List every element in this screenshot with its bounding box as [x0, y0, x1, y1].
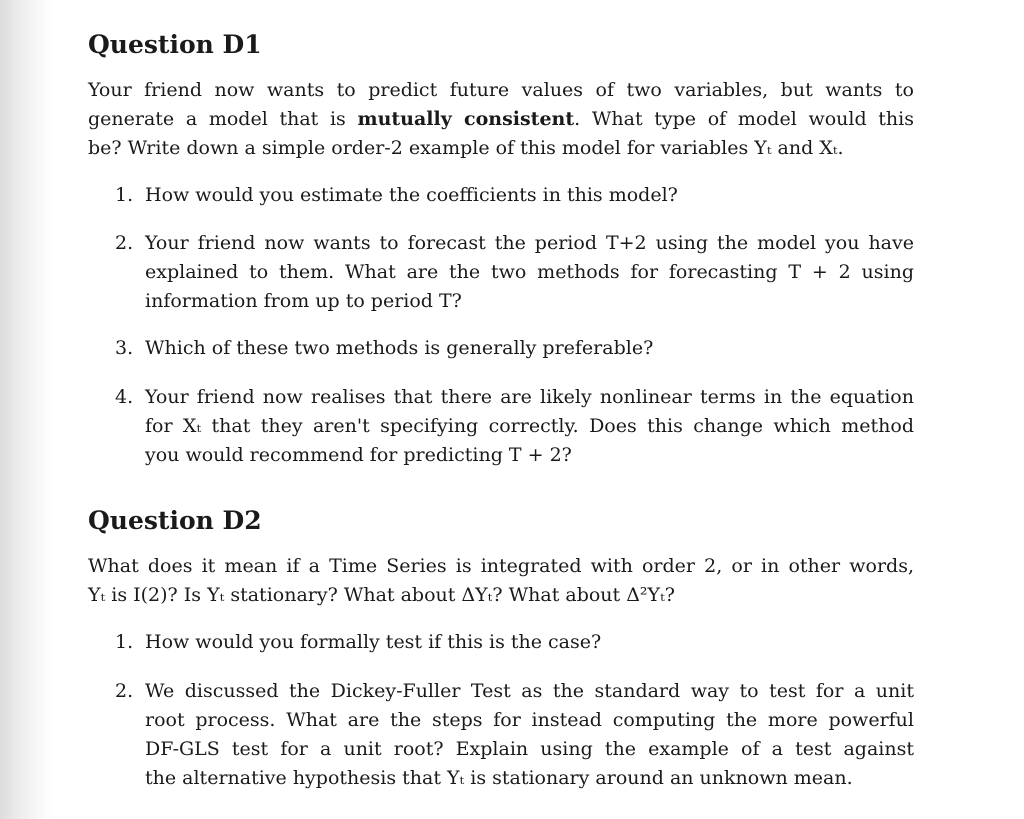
question-d1-intro [88, 76, 914, 163]
emphasis-mutually-consistent: mutually consistent [357, 108, 575, 130]
item-number: 4. [115, 386, 134, 408]
item-number: 1. [115, 184, 134, 206]
item-line: Your friend now wants to forecast the period T+2 using the model you have [145, 232, 914, 254]
intro-line: Your friend now wants to predict future values of two variables, but wants to [88, 79, 914, 101]
item-text [145, 383, 914, 470]
question-d1-heading: Question D1 [88, 30, 262, 59]
item-line: you would recommend for predicting T + 2? [145, 444, 572, 466]
item-text [145, 628, 914, 657]
item-number: 3. [115, 337, 134, 359]
item-line: the alternative hypothesis that Yₜ is stationary around an unknown mean. [145, 767, 853, 789]
question-d2-heading: Question D2 [88, 506, 262, 535]
item-line: Your friend now realises that there are likely nonlinear terms in the equation [145, 386, 914, 408]
intro-text: generate a model that is [88, 108, 358, 130]
intro-text: . What type of model would this [574, 108, 914, 130]
item-text [145, 229, 914, 316]
item-line: Which of these two methods is generally preferable? [145, 337, 654, 359]
intro-line: be? Write down a simple order-2 example of this model for variables Yₜ and Xₜ. [88, 137, 844, 159]
item-text [145, 677, 914, 793]
item-line: DF-GLS test for a unit root? Explain using the example of a test against [145, 738, 914, 760]
question-d2-intro [88, 552, 914, 610]
page-shadow [0, 0, 52, 819]
item-text [145, 334, 914, 363]
item-line: for Xₜ that they aren't specifying correctly. Does this change which method [145, 415, 914, 437]
intro-line [88, 105, 914, 134]
intro-line: Yₜ is I(2)? Is Yₜ stationary? What about ΔYₜ? What about Δ²Yₜ? [88, 584, 675, 606]
item-line: We discussed the Dickey-Fuller Test as the standard way to test for a unit [145, 680, 914, 702]
item-line: explained to them. What are the two methods for forecasting T + 2 using [145, 261, 914, 283]
item-line: information from up to period T? [145, 290, 462, 312]
item-number: 1. [115, 631, 134, 653]
item-text [145, 181, 914, 210]
item-number: 2. [115, 680, 134, 702]
item-number: 2. [115, 232, 134, 254]
item-line: How would you estimate the coefficients in this model? [145, 184, 678, 206]
item-line: root process. What are the steps for instead computing the more powerful [145, 709, 914, 731]
intro-line: What does it mean if a Time Series is integrated with order 2, or in other words, [88, 555, 914, 577]
item-line: How would you formally test if this is the case? [145, 631, 602, 653]
